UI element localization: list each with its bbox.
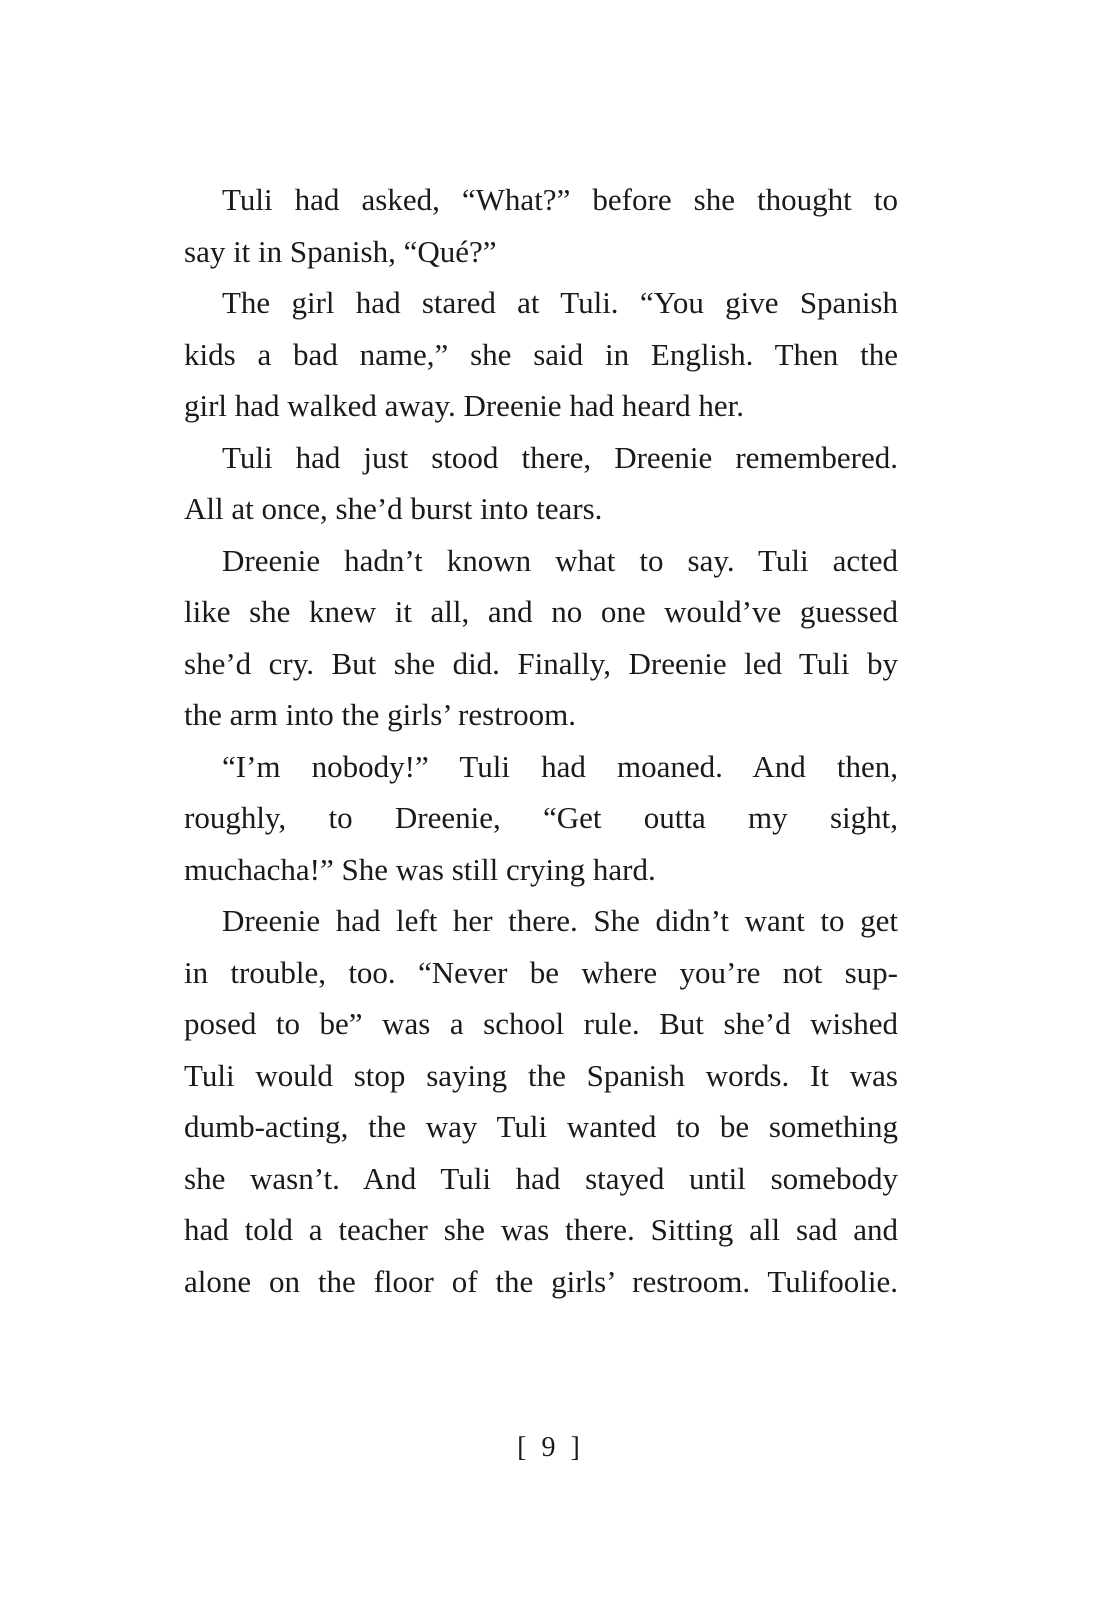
text-line: Tuli had just stood there, Dreenie remembered. [222, 439, 898, 475]
text-line: in trouble, too. “Never be where you’re not sup- [184, 954, 898, 990]
text-line: alone on the floor of the girls’ restroom. Tulifoolie. [184, 1263, 898, 1299]
body-text [184, 174, 898, 1307]
text-line: The girl had stared at Tuli. “You give Spanish [222, 285, 898, 320]
text-line: All at once, she’d burst into tears. [184, 491, 603, 526]
text-line: “I’m nobody!” Tuli had moaned. And then, [222, 748, 898, 784]
text-line: girl had walked away. Dreenie had heard her. [184, 388, 745, 423]
text-line: she wasn’t. And Tuli had stayed until somebody [184, 1160, 898, 1196]
text-line: Tuli had asked, “What?” before she thought to [222, 182, 898, 217]
text-line: roughly, to Dreenie, “Get outta my sight, [184, 800, 898, 835]
text-line: the arm into the girls’ restroom. [184, 697, 576, 732]
text-line: Dreenie hadn’t known what to say. Tuli acted [222, 542, 898, 578]
text-line: had told a teacher she was there. Sitting all sad and [184, 1212, 898, 1247]
text-line: Dreenie had left her there. She didn’t want to get [222, 903, 898, 938]
text-line: dumb-acting, the way Tuli wanted to be something [184, 1109, 898, 1144]
text-line: posed to be” was a school rule. But she’d wished [184, 1006, 898, 1041]
text-line: Tuli would stop saying the Spanish words. It was [184, 1057, 898, 1093]
text-line: kids a bad name,” she said in English. Then the [184, 336, 898, 372]
text-line: like she knew it all, and no one would’ve guessed [184, 594, 898, 629]
text-line: muchacha!” She was still crying hard. [184, 851, 656, 887]
text-line: say it in Spanish, “Qué?” [184, 233, 497, 269]
page-number: [ 9 ] [517, 1432, 584, 1463]
text-line: she’d cry. But she did. Finally, Dreenie led Tuli by [184, 645, 898, 681]
